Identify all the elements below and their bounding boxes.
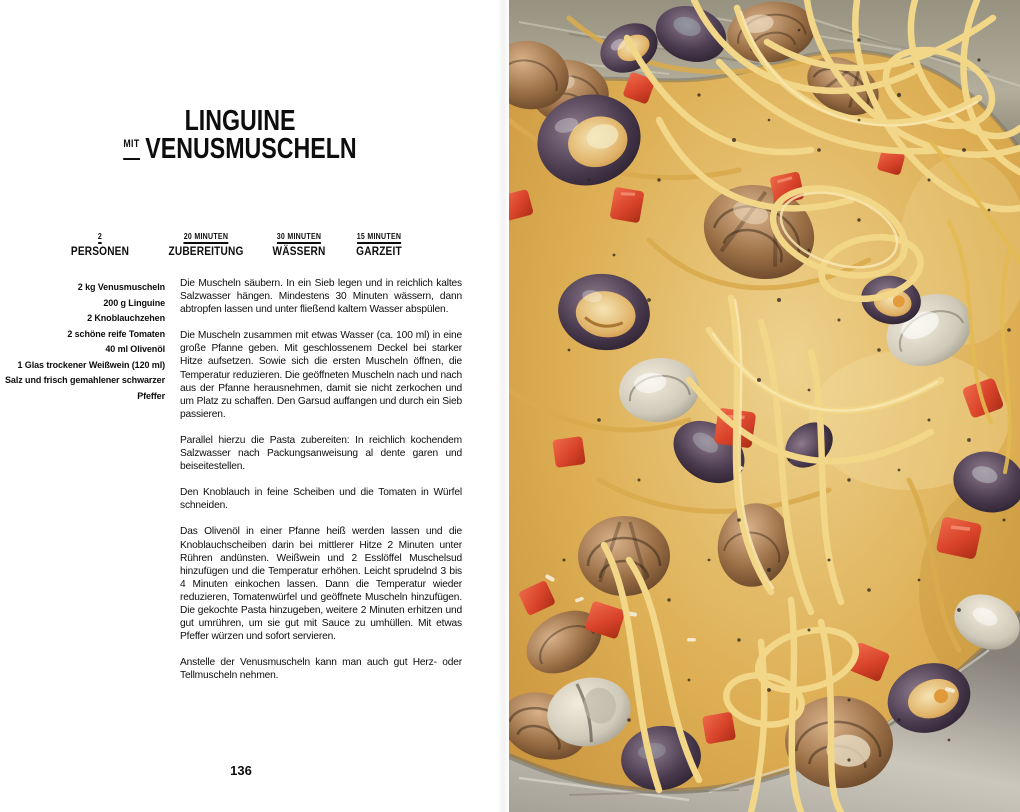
ingredient-item: 1 Glas trockener Weißwein (120 ml) (17, 359, 165, 370)
instruction-step: Das Olivenöl in einer Pfanne heiß werden lassen und die Knoblauchscheiben darin bei mittlerer Hitze 2 Minuten unter Rühren andünsten. Weißwein und 2 Esslöffel Muschelsud hinzufügen und die Temperatur erhöhen. Leicht sprudelnd 3 bis 4 Minuten einkochen lassen. Dann die Temperatur wieder reduzieren, Tomatenwürfel und geöffnete Muscheln hinzufügen. Die gekochte Pasta hinzugeben, weitere 2 Minuten erhitzen und gut umrühren, um sie gut mit Sauce zu umhüllen. Mit etwas Pfeffer würzen und sofort servieren. (180, 526, 462, 643)
meta-prep-value: 20 MINUTEN (184, 232, 228, 244)
meta-soak-time (273, 226, 326, 258)
ingredient-item: 2 kg Venusmuscheln (77, 282, 165, 292)
instruction-step: Anstelle der Venusmuscheln kann man auch gut Herz- oder Tellmuscheln nehmen. (180, 657, 462, 682)
instruction-step: Parallel hierzu die Pasta zubereiten: In reichlich kochendem Salzwasser nach Packungsanweisung al dente garen und beiseitestellen. (180, 434, 462, 473)
recipe-title-line1: LINGUINE (184, 105, 296, 137)
page-spine-edge (497, 0, 509, 812)
meta-prep-time (168, 226, 243, 258)
meta-soak-label: WÄSSERN (272, 246, 326, 258)
recipe-title-line2-row (48, 134, 432, 163)
recipe-title (0, 105, 480, 165)
dish-photo (509, 0, 1020, 812)
meta-servings-value: 2 (98, 232, 102, 244)
ingredient-item: Salz und frisch gemahlener schwarzer Pfeffer (5, 375, 165, 401)
meta-prep-label: ZUBEREITUNG (168, 246, 244, 258)
meta-cook-label: GARZEIT (356, 246, 402, 258)
instruction-step: Die Muscheln säubern. In ein Sieb legen und in reichlich kaltes Salzwasser hängen. Mindestens 30 Minuten wässern, dann abtropfen lassen und unter fließend kaltem Wasser abspülen. (180, 278, 462, 316)
ingredient-item: 2 schöne reife Tomaten (67, 328, 165, 339)
ingredients-list (0, 280, 165, 404)
instruction-step: Den Knoblauch in feine Scheiben und die Tomaten in Würfel schneiden. (180, 487, 462, 512)
recipe-page (0, 0, 509, 812)
meta-soak-value: 30 MINUTEN (277, 232, 321, 244)
photo-page (509, 0, 1020, 812)
meta-servings (71, 226, 129, 258)
recipe-title-line2: VENUSMUSCHELN (145, 132, 357, 165)
recipe-title-prefix: MIT (123, 131, 139, 160)
meta-cook-time (356, 226, 402, 258)
instruction-step: Die Muscheln zusammen mit etwas Wasser (ca. 100 ml) in eine große Pfanne geben. Mit geschlossenem Deckel bei starker Hitze aufsetzen. Sowie sich die ersten Muscheln öffnen, die Temperatur reduzieren. Die geöffneten Muscheln nach und nach aus der Pfanne herausnehmen, damit sie nicht zerkochen und um Platz zu schaffen. Den Garsud auffangen und durch ein Sieb passieren. (180, 330, 462, 420)
meta-servings-label: PERSONEN (70, 246, 130, 258)
page-number: 136 (230, 763, 252, 778)
ingredient-item: 2 Knoblauchzehen (87, 313, 165, 323)
meta-cook-value: 15 MINUTEN (357, 232, 401, 244)
ingredient-item: 40 ml Olivenöl (105, 344, 165, 354)
ingredient-item: 200 g Linguine (103, 297, 165, 308)
instructions (180, 277, 462, 695)
